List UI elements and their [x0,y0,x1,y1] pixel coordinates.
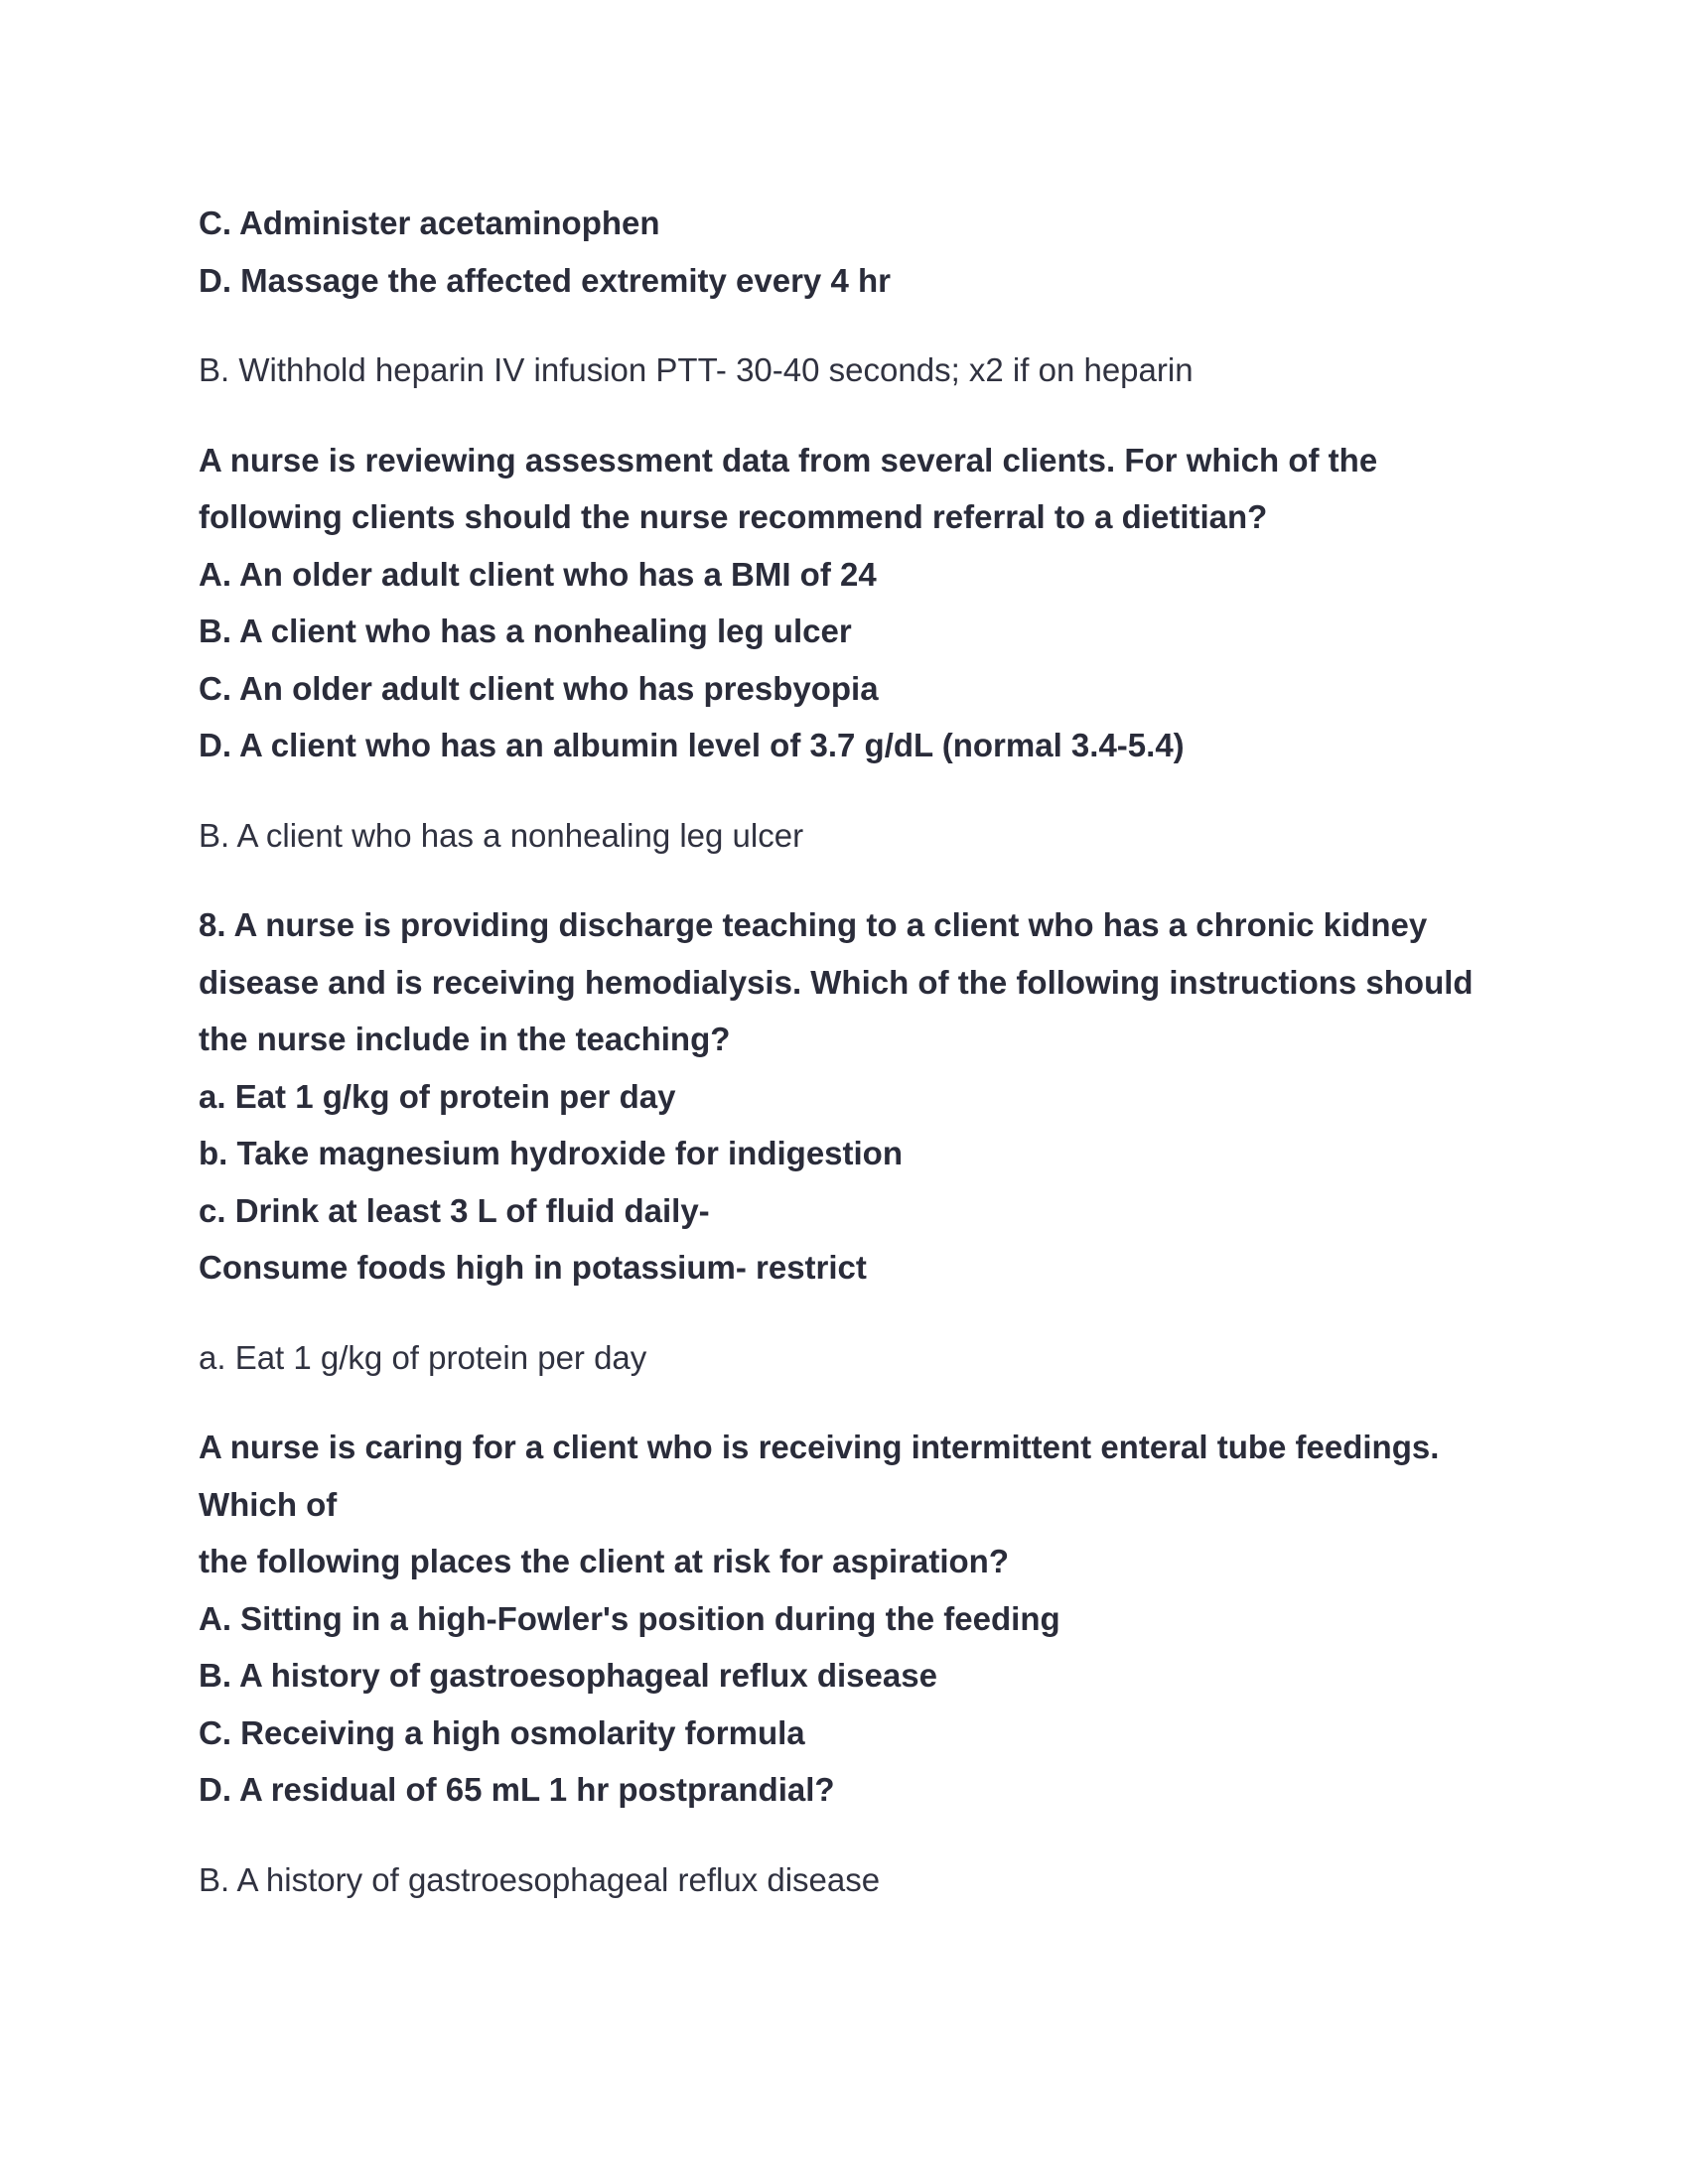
option-line: C. Administer acetaminophen [199,205,660,241]
option-line: B. A history of gastroesophageal reflux disease [199,1657,937,1694]
question-line: the nurse include in the teaching? [199,1021,731,1057]
answer-line: B. A history of gastroesophageal reflux disease [199,1860,881,1898]
question-line: disease and is receiving hemodialysis. Which of the following instructions should [199,963,1474,1001]
answer-line: B. A client who has a nonhealing leg ulcer [199,816,804,854]
option-line: A. An older adult client who has a BMI of 24 [199,555,877,593]
answer-line: a. Eat 1 g/kg of protein per day [199,1338,647,1376]
option-line: C. Receiving a high osmolarity formula [199,1713,805,1751]
question-block-2 [199,896,1509,1386]
question-line: A nurse is caring for a client who is receiving intermittent enteral tube feedings. [199,1429,1440,1465]
question-line: following clients should the nurse recommend referral to a dietitian? [199,498,1268,535]
option-line: b. Take magnesium hydroxide for indigestion [199,1135,904,1171]
option-line: D. A residual of 65 mL 1 hr postprandial? [199,1771,835,1808]
option-line: C. An older adult client who has presbyopia [199,669,879,707]
option-line: A. Sitting in a high-Fowler's position during the feeding [199,1599,1060,1637]
question-block-1 [199,432,1509,865]
question-line: Which of [199,1485,338,1523]
question-line: the following places the client at risk for aspiration? [199,1543,1009,1579]
document-page [199,195,1509,1908]
option-line: a. Eat 1 g/kg of protein per day [199,1077,676,1115]
option-line: B. A client who has a nonhealing leg ulcer [199,613,852,649]
question-block-0 [199,195,1509,399]
question-line: 8. A nurse is providing discharge teaching to a client who has a chronic kidney [199,906,1428,943]
option-line: D. Massage the affected extremity every 4 hr [199,261,891,299]
option-line: D. A client who has an albumin level of 3.7 g/dL (normal 3.4-5.4) [199,727,1185,763]
question-line: A nurse is reviewing assessment data from several clients. For which of the [199,441,1378,478]
option-line: Consume foods high in potassium- restrict [199,1249,867,1286]
option-line: c. Drink at least 3 L of fluid daily- [199,1191,710,1229]
question-block-3 [199,1419,1509,1908]
answer-line: B. Withhold heparin IV infusion PTT- 30-40 seconds; x2 if on heparin [199,351,1194,388]
